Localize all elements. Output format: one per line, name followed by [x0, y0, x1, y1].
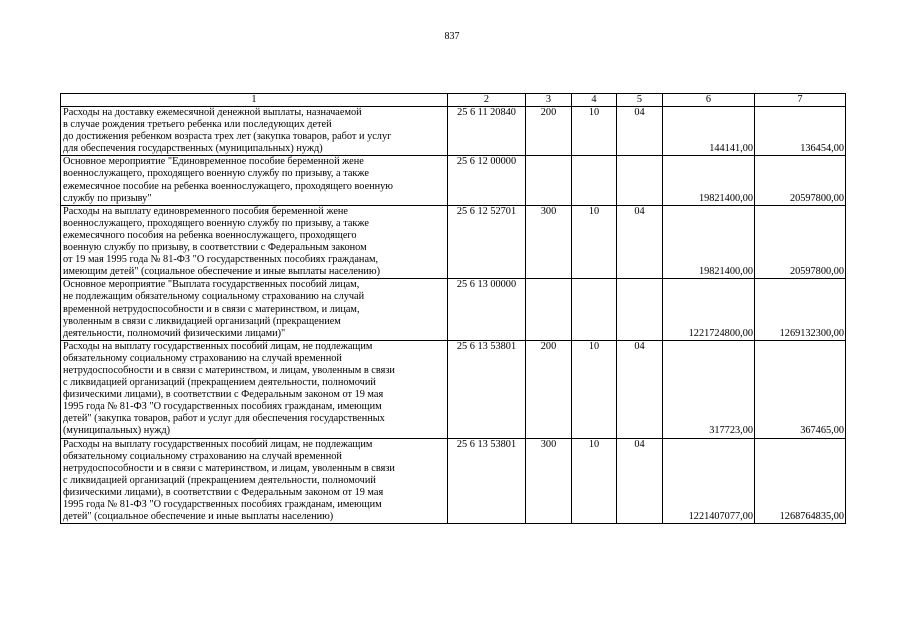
column-header-5: 5	[617, 94, 663, 107]
description-line: деятельности, полномочий физическими лицами)"	[63, 327, 286, 339]
description-line: физическими лицами), в соответствии с Федеральным законом от 19 мая	[63, 486, 384, 498]
section-code	[572, 279, 617, 340]
description-line: физическими лицами), в соответствии с Федеральным законом от 19 мая	[63, 389, 384, 401]
row-description	[61, 279, 448, 340]
expense-type-code: 200	[526, 340, 572, 438]
amount-year-1: 1221724800,00	[663, 279, 755, 340]
subsection-code	[617, 156, 663, 205]
subsection-code: 04	[617, 340, 663, 438]
description-line: с ликвидацией организаций (прекращением деятельности, полномочий	[63, 377, 376, 389]
description-line: службу по призыву"	[63, 192, 152, 204]
amount-year-2: 20597800,00	[755, 156, 846, 205]
column-header-4: 4	[572, 94, 617, 107]
amount-year-1: 19821400,00	[663, 205, 755, 279]
table-header-row	[61, 94, 846, 107]
amount-year-2: 367465,00	[755, 340, 846, 438]
table-row	[61, 107, 846, 156]
description-line: военнослужащего, проходящего военную службу по призыву, а также	[63, 168, 369, 180]
section-code: 10	[572, 205, 617, 279]
description-line: (муниципальных) нужд)	[63, 425, 171, 437]
description-line: для обеспечения государственных (муниципальных) нужд)	[63, 143, 323, 155]
description-line: ежемесячное пособие на ребенка военнослужащего, проходящего военную	[63, 180, 394, 192]
subsection-code: 04	[617, 205, 663, 279]
row-description	[61, 107, 448, 156]
description-line: не подлежащим обязательному социальному страхованию на случай	[63, 291, 365, 303]
description-line: обязательному социальному страхованию на случай временной	[63, 450, 342, 462]
budget-code: 25 6 12 00000	[448, 156, 526, 205]
amount-year-1: 144141,00	[663, 107, 755, 156]
description-line: Расходы на выплату единовременного пособия беременной жене	[63, 205, 348, 217]
amount-year-2: 20597800,00	[755, 205, 846, 279]
description-line: нетрудоспособности и в связи с материнством, и лицам, уволенным в связи	[63, 462, 395, 474]
section-code: 10	[572, 107, 617, 156]
expense-type-code: 200	[526, 107, 572, 156]
amount-year-1: 317723,00	[663, 340, 755, 438]
description-line: детей" (закупка товаров, работ и услуг для обеспечения государственных	[63, 413, 385, 425]
column-header-3: 3	[526, 94, 572, 107]
row-description	[61, 340, 448, 438]
amount-year-2: 1269132300,00	[755, 279, 846, 340]
description-line: Основное мероприятие "Единовременное пособие беременной жене	[63, 156, 364, 168]
table-row	[61, 438, 846, 524]
page-number: 837	[444, 31, 460, 42]
amount-year-2: 136454,00	[755, 107, 846, 156]
description-line: с ликвидацией организаций (прекращением деятельности, полномочий	[63, 474, 376, 486]
section-code: 10	[572, 340, 617, 438]
table-row	[61, 279, 846, 340]
description-line: временной нетрудоспособности и в связи с материнством, и лицам,	[63, 303, 360, 315]
column-header-1: 1	[61, 94, 448, 107]
budget-code: 25 6 12 52701	[448, 205, 526, 279]
description-line: детей" (социальное обеспечение и иные выплаты населению)	[63, 511, 334, 523]
budget-table	[60, 93, 846, 524]
expense-type-code	[526, 156, 572, 205]
description-line: ежемесячного пособия на ребенка военнослужащего, проходящего	[63, 229, 357, 241]
table-row	[61, 156, 846, 205]
expense-type-code	[526, 279, 572, 340]
description-line: нетрудоспособности и в связи с материнством, и лицам, уволенным в связи	[63, 364, 395, 376]
description-line: Расходы на выплату государственных пособий лицам, не подлежащим	[63, 340, 373, 352]
description-line: Расходы на выплату государственных пособий лицам, не подлежащим	[63, 438, 373, 450]
column-header-6: 6	[663, 94, 755, 107]
table-row	[61, 205, 846, 279]
expense-type-code: 300	[526, 205, 572, 279]
row-description	[61, 438, 448, 524]
subsection-code	[617, 279, 663, 340]
row-description	[61, 156, 448, 205]
column-header-2: 2	[448, 94, 526, 107]
row-description	[61, 205, 448, 279]
amount-year-2: 1268764835,00	[755, 438, 846, 524]
description-line: Расходы на доставку ежемесячной денежной выплаты, назначаемой	[63, 107, 362, 118]
description-line: военную службу по призыву, в соответствии с Федеральным законом	[63, 242, 367, 254]
section-code	[572, 156, 617, 205]
budget-code: 25 6 13 53801	[448, 438, 526, 524]
description-line: 1995 года № 81-ФЗ "О государственных пособиях гражданам, имеющим	[63, 499, 382, 510]
description-line: обязательному социальному страхованию на случай временной	[63, 352, 342, 364]
description-line: Основное мероприятие "Выплата государственных пособий лицам,	[63, 279, 360, 291]
description-line: имеющим детей" (социальное обеспечение и иные выплаты населению)	[63, 266, 381, 278]
table-row	[61, 340, 846, 438]
amount-year-1: 19821400,00	[663, 156, 755, 205]
budget-code: 25 6 13 53801	[448, 340, 526, 438]
description-line: в случае рождения третьего ребенка или последующих детей	[63, 119, 332, 131]
description-line: от 19 мая 1995 года № 81-ФЗ "О государственных пособиях гражданам,	[63, 254, 379, 266]
description-line: военнослужащего, проходящего военную службу по призыву, а также	[63, 217, 369, 229]
expense-type-code: 300	[526, 438, 572, 524]
subsection-code: 04	[617, 107, 663, 156]
subsection-code: 04	[617, 438, 663, 524]
budget-code: 25 6 13 00000	[448, 279, 526, 340]
description-line: до достижения ребенком возраста трех лет (закупка товаров, работ и услуг	[63, 131, 392, 143]
budget-code: 25 6 11 20840	[448, 107, 526, 156]
amount-year-1: 1221407077,00	[663, 438, 755, 524]
section-code: 10	[572, 438, 617, 524]
description-line: 1995 года № 81-ФЗ "О государственных пособиях гражданам, имеющим	[63, 401, 382, 413]
description-line: уволенным в связи с ликвидацией организаций (прекращением	[63, 315, 341, 327]
column-header-7: 7	[755, 94, 846, 107]
